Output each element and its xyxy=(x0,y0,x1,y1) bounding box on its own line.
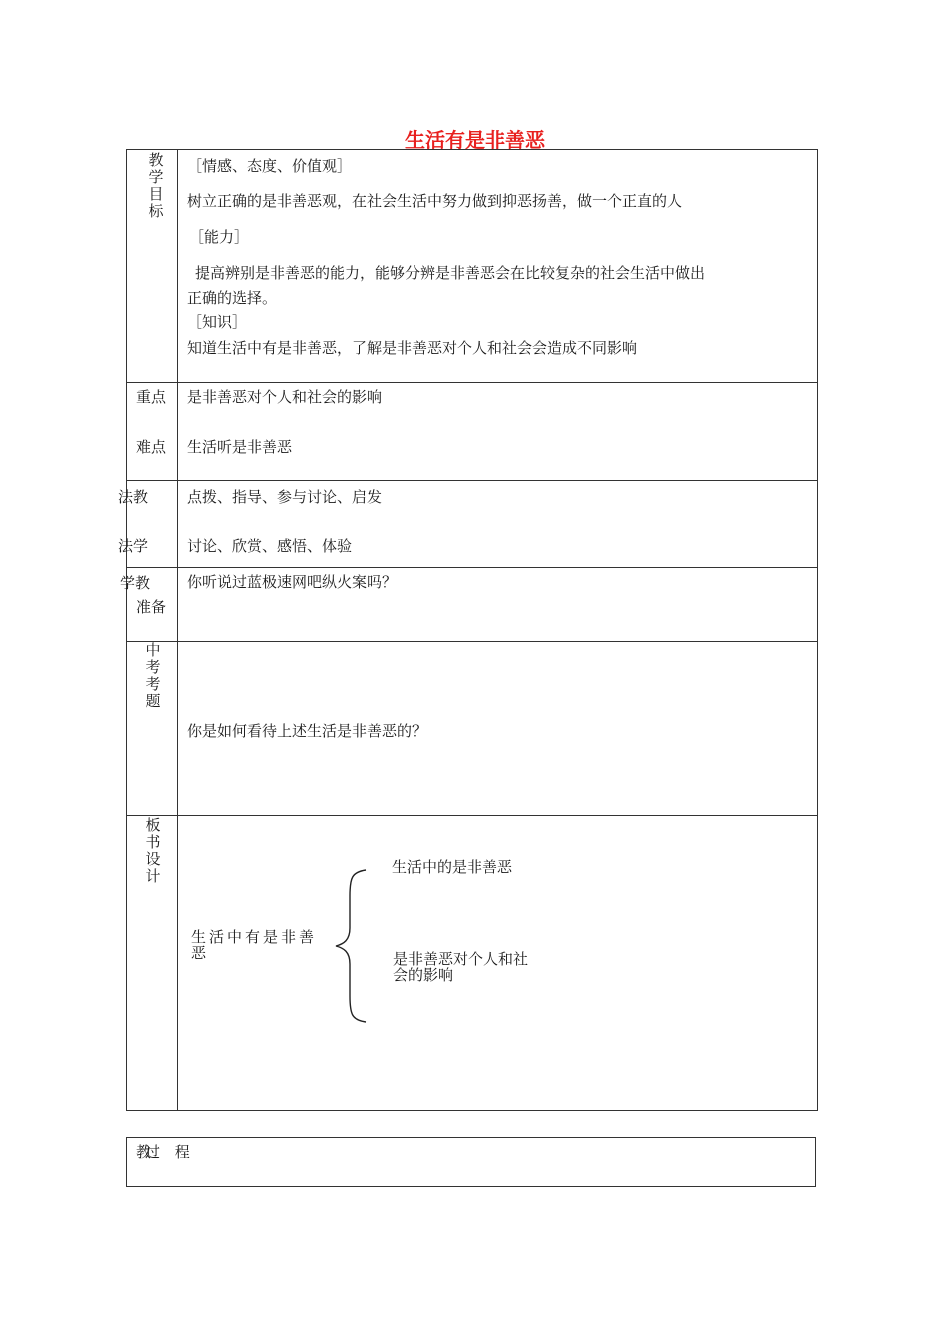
difficulty-label: 难点 xyxy=(136,438,167,456)
difficulty-text: 生活听是非善恶 xyxy=(187,438,293,456)
learning-method-label: 法学 xyxy=(118,537,149,555)
goals-line-1: ［情感、态度、价值观］ xyxy=(187,157,353,175)
goals-line-2: 树立正确的是非善恶观，在社会生活中努力做到抑恶扬善，做一个正直的人 xyxy=(187,192,683,210)
prep-label-line1: 学教 xyxy=(120,574,151,592)
board-branch-2-line2: 会的影响 xyxy=(393,966,454,984)
teaching-method-text: 点拨、指导、参与讨论、启发 xyxy=(187,488,383,506)
row-divider xyxy=(126,815,818,816)
board-branch-1: 生活中的是非善恶 xyxy=(392,858,513,876)
goals-line-7: 知道生活中有是非善恶，了解是非善恶对个人和社会会造成不同影响 xyxy=(187,339,638,357)
key-point-label: 重点 xyxy=(136,388,167,406)
gap-mark xyxy=(178,918,179,982)
process-label-a: 教过 xyxy=(136,1143,155,1161)
goals-label: 教学目标 xyxy=(148,151,164,220)
goals-line-3: ［能力］ xyxy=(189,228,250,246)
board-main-line1: 生活中有是非善 xyxy=(191,928,318,946)
goals-line-6: ［知识］ xyxy=(187,313,248,331)
process-label xyxy=(136,1141,190,1162)
goals-line-4: 提高辨别是非善恶的能力，能够分辨是非善恶会在比较复杂的社会生活中做出 xyxy=(195,264,706,282)
page-title: 生活有是非善恶 xyxy=(405,128,545,152)
exam-label: 中考考题 xyxy=(145,641,161,710)
teaching-process-box xyxy=(126,1137,816,1187)
row-divider xyxy=(126,567,818,568)
process-label-b: 程 xyxy=(174,1143,190,1161)
exam-question: 你是如何看待上述生活是非善恶的？ xyxy=(187,722,428,740)
teaching-method-label: 法教 xyxy=(118,488,149,506)
board-label: 板书设计 xyxy=(145,816,161,885)
key-point-text: 是非善恶对个人和社会的影响 xyxy=(187,388,383,406)
row-divider xyxy=(126,641,818,642)
prep-text: 你听说过蓝极速网吧纵火案吗？ xyxy=(187,573,398,591)
learning-method-text: 讨论、欣赏、感悟、体验 xyxy=(187,537,353,555)
row-divider xyxy=(126,480,818,481)
curly-brace-icon xyxy=(334,868,370,1024)
row-divider xyxy=(126,382,818,383)
board-branch-2-line1: 是非善恶对个人和社 xyxy=(393,950,529,968)
prep-label-line2: 准备 xyxy=(136,598,167,616)
goals-line-5: 正确的选择。 xyxy=(187,289,278,307)
board-main-line2: 恶 xyxy=(191,944,207,962)
